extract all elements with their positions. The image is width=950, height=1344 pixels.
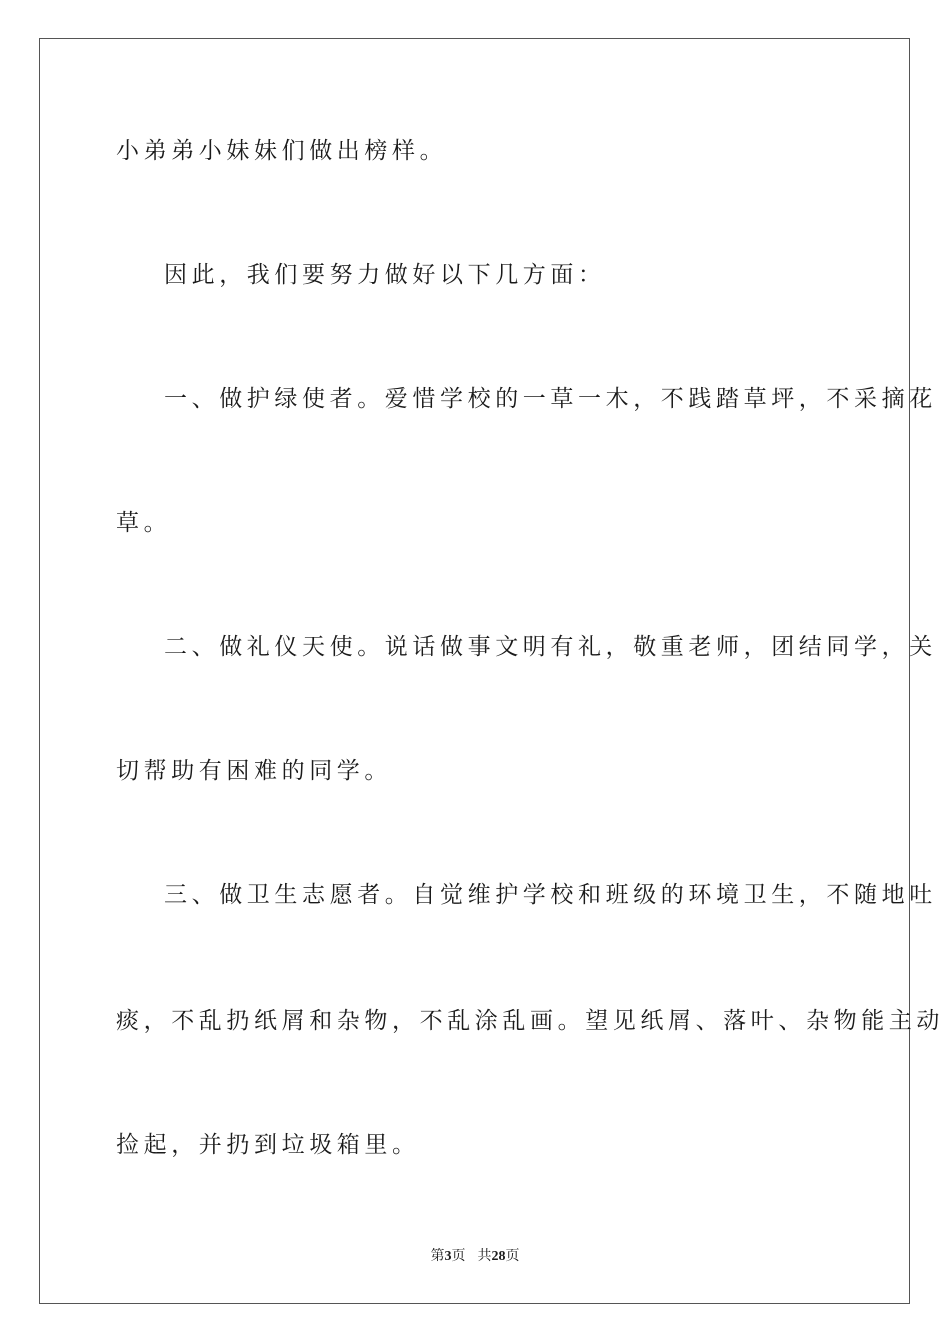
body-line-3: 一、做护绿使者。爱惜学校的一草一木，不践踏草坪，不采摘花: [164, 386, 937, 412]
body-line-9: 捡起，并扔到垃圾箱里。: [116, 1132, 420, 1158]
body-line-2: 因此，我们要努力做好以下几方面：: [164, 262, 606, 288]
page-border: [39, 38, 910, 1304]
footer-page-prefix: 第: [430, 1248, 445, 1264]
footer-total-pages: 28: [491, 1249, 506, 1264]
footer-page-number: 3: [444, 1249, 452, 1264]
body-line-5: 二、做礼仪天使。说话做事文明有礼，敬重老师，团结同学，关: [164, 634, 937, 660]
body-line-4: 草。: [116, 510, 172, 536]
body-line-6: 切帮助有困难的同学。: [116, 758, 392, 784]
footer-total-suffix: 页: [505, 1248, 520, 1264]
body-line-7: 三、做卫生志愿者。自觉维护学校和班级的环境卫生，不随地吐: [164, 882, 937, 908]
footer-page-suffix: 页: [451, 1248, 466, 1264]
body-line-1: 小弟弟小妹妹们做出榜样。: [116, 138, 448, 164]
footer-total-prefix: 共: [477, 1248, 492, 1264]
body-line-8: 痰，不乱扔纸屑和杂物，不乱涂乱画。望见纸屑、落叶、杂物能主动: [116, 1008, 944, 1034]
page-footer: [0, 1247, 950, 1266]
